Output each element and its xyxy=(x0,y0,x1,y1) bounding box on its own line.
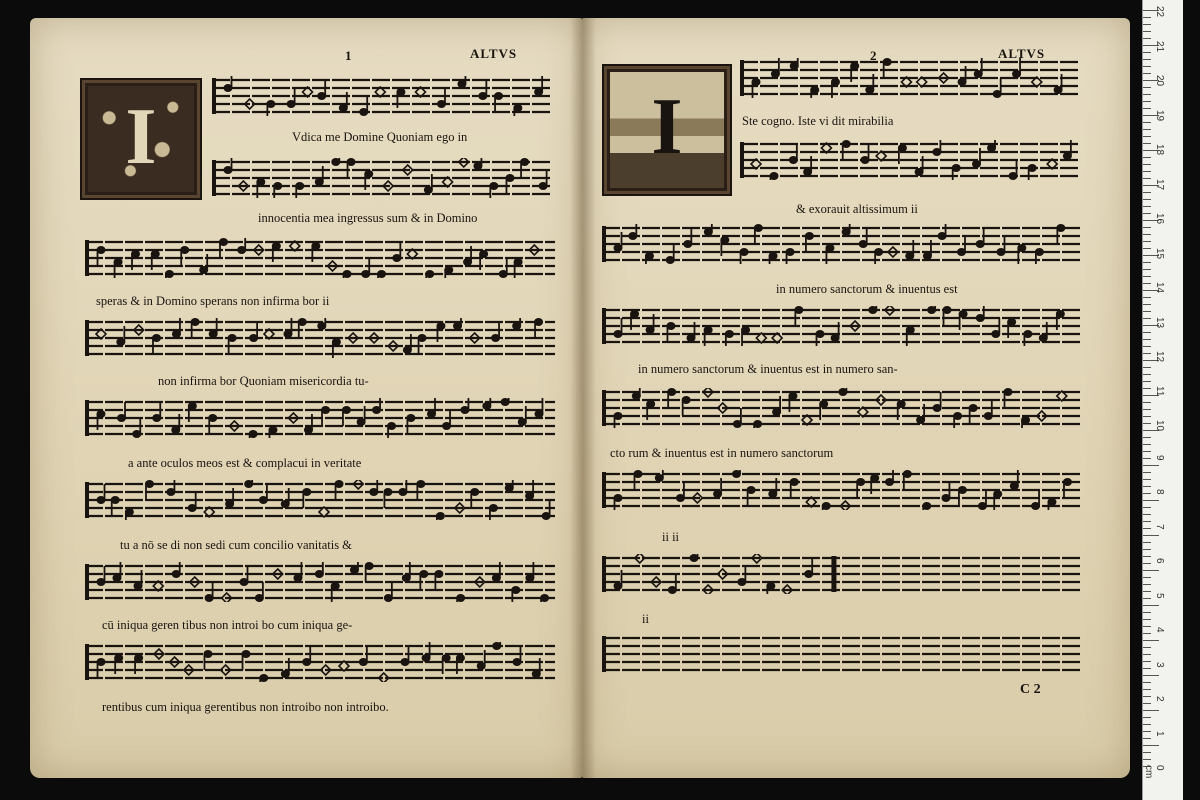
ruler-tick xyxy=(1143,402,1151,403)
ruler-tick xyxy=(1143,52,1151,53)
lyric-line: tu a nō se di non sedi cum concilio vanitatis & xyxy=(120,538,352,552)
ruler-tick xyxy=(1143,696,1151,697)
ruler-tick xyxy=(1143,633,1151,634)
ruler-tick xyxy=(1143,710,1159,711)
lyric-line: in numero sanctorum & inuentus est in numero san- xyxy=(638,362,898,376)
decorated-initial xyxy=(602,64,732,196)
ruler-tick xyxy=(1143,388,1151,389)
initial-letter: I xyxy=(651,83,683,172)
ruler-tick xyxy=(1143,318,1151,319)
ruler-tick xyxy=(1143,661,1151,662)
ruler-tick xyxy=(1143,262,1151,263)
ruler-tick xyxy=(1143,73,1151,74)
ruler-tick xyxy=(1143,108,1151,109)
ruler-tick xyxy=(1143,136,1151,137)
ruler-tick xyxy=(1143,549,1151,550)
ruler-tick xyxy=(1143,486,1151,487)
ruler-tick xyxy=(1143,199,1151,200)
ruler-tick xyxy=(1143,605,1159,606)
ruler-number: 13 xyxy=(1154,316,1165,328)
ruler-tick xyxy=(1143,213,1151,214)
lyric-line: speras & in Domino sperans non infirma bor ii xyxy=(96,294,330,308)
ruler-tick xyxy=(1143,437,1151,438)
music-staff xyxy=(85,562,555,602)
ruler-tick xyxy=(1143,542,1151,543)
page-number: 1 xyxy=(345,48,352,63)
ruler-number: 7 xyxy=(1154,523,1165,530)
music-staff xyxy=(85,238,555,278)
ruler-tick xyxy=(1143,458,1151,459)
ruler-tick xyxy=(1143,514,1151,515)
ruler-tick xyxy=(1143,675,1159,676)
ruler-number: 0 cm xyxy=(1143,765,1165,779)
music-staff xyxy=(85,480,555,520)
ruler-tick xyxy=(1143,752,1151,753)
ruler-tick xyxy=(1143,493,1151,494)
ruler-tick xyxy=(1143,87,1151,88)
ruler-tick xyxy=(1143,528,1151,529)
ruler-tick xyxy=(1143,500,1159,501)
ruler-tick xyxy=(1143,346,1151,347)
lyric-line: ii xyxy=(642,612,649,626)
music-staff xyxy=(602,224,1080,264)
ruler-tick xyxy=(1143,591,1151,592)
ruler-tick xyxy=(1143,507,1151,508)
ruler-tick xyxy=(1143,521,1151,522)
ruler-tick xyxy=(1143,724,1151,725)
ruler-number: 20 xyxy=(1154,75,1165,87)
ruler-tick xyxy=(1143,556,1151,557)
ruler-tick xyxy=(1143,626,1151,627)
ruler-number: 6 xyxy=(1154,558,1165,564)
ruler-tick xyxy=(1143,276,1151,277)
ruler-number: 3 xyxy=(1154,661,1165,668)
ruler-tick xyxy=(1143,269,1151,270)
music-staff xyxy=(602,388,1080,428)
lyric-line: in numero sanctorum & inuentus est xyxy=(776,282,958,296)
music-staff xyxy=(85,642,555,682)
ruler-tick xyxy=(1143,59,1151,60)
music-staff xyxy=(740,58,1080,98)
ruler-tick xyxy=(1143,164,1151,165)
ruler-tick xyxy=(1143,738,1151,739)
ruler-tick xyxy=(1143,101,1151,102)
lyric-line: innocentia mea ingressus sum & in Domino xyxy=(258,211,478,225)
ruler-tick xyxy=(1143,178,1151,179)
ruler-number: 17 xyxy=(1154,178,1165,190)
ruler-tick xyxy=(1143,682,1151,683)
lyric-line: Ste cogno. Iste vi dit mirabilia xyxy=(742,114,894,128)
ruler-tick xyxy=(1143,192,1151,193)
ruler-tick xyxy=(1143,353,1151,354)
ruler-tick xyxy=(1143,577,1151,578)
signature-mark: C 2 xyxy=(1020,682,1041,697)
ruler-tick xyxy=(1143,759,1151,760)
ruler-number: 15 xyxy=(1154,247,1165,259)
ruler-tick xyxy=(1143,472,1151,473)
ruler-tick xyxy=(1143,535,1159,536)
music-staff xyxy=(212,76,552,116)
ruler-tick xyxy=(1143,598,1151,599)
decorated-initial xyxy=(80,78,202,200)
ruler-tick xyxy=(1143,171,1151,172)
ruler-tick xyxy=(1143,374,1151,375)
ruler-tick xyxy=(1143,66,1151,67)
ruler-number: 12 xyxy=(1154,351,1165,363)
ruler-number: 10 xyxy=(1154,420,1165,432)
lyric-line: a ante oculos meos est & complacui in veritate xyxy=(128,456,362,470)
ruler-number: 8 xyxy=(1154,489,1165,495)
music-staff xyxy=(602,470,1080,510)
ruler-tick xyxy=(1143,640,1159,641)
ruler-tick xyxy=(1143,227,1151,228)
ruler-tick xyxy=(1143,570,1159,571)
ruler-tick xyxy=(1143,647,1151,648)
ruler-tick xyxy=(1143,157,1151,158)
ruler-tick xyxy=(1143,143,1151,144)
ruler-number: 19 xyxy=(1154,109,1165,121)
lyric-line: cto rum & inuentus est in numero sanctorum xyxy=(610,446,834,460)
ruler-tick xyxy=(1143,206,1151,207)
ruler-tick xyxy=(1143,465,1159,466)
ruler-tick xyxy=(1143,612,1151,613)
part-label: ALTVS xyxy=(470,46,518,61)
ruler-tick xyxy=(1143,311,1151,312)
ruler-tick xyxy=(1143,283,1151,284)
measuring-ruler xyxy=(1142,0,1183,800)
ruler-tick xyxy=(1143,248,1151,249)
ruler-tick xyxy=(1143,717,1151,718)
ruler-tick xyxy=(1143,17,1151,18)
open-book xyxy=(30,18,1130,780)
right-page xyxy=(582,18,1130,778)
ruler-tick xyxy=(1143,451,1151,452)
ruler-number: 16 xyxy=(1154,213,1165,225)
ruler-tick xyxy=(1143,731,1151,732)
ruler-tick xyxy=(1143,304,1151,305)
ruler-tick xyxy=(1143,241,1151,242)
ruler-tick xyxy=(1143,409,1151,410)
ruler-number: 5 xyxy=(1154,592,1165,599)
ruler-number: 2 xyxy=(1154,696,1165,702)
left-page xyxy=(30,18,582,778)
ruler-number: 4 xyxy=(1154,627,1165,633)
music-staff xyxy=(85,398,555,438)
ruler-number: 9 xyxy=(1154,454,1165,461)
part-label: ALTVS xyxy=(998,46,1046,61)
lyric-line: ii ii xyxy=(662,530,680,544)
ruler-tick xyxy=(1143,122,1151,123)
ruler-tick xyxy=(1143,689,1151,690)
ruler-number: 18 xyxy=(1154,144,1165,156)
ruler-tick xyxy=(1143,38,1151,39)
ruler-tick xyxy=(1143,94,1151,95)
ruler-number: 21 xyxy=(1154,40,1165,52)
ruler-tick xyxy=(1143,745,1159,746)
ruler-tick xyxy=(1143,654,1151,655)
ruler-tick xyxy=(1143,444,1151,445)
ruler-tick xyxy=(1143,332,1151,333)
ruler-tick xyxy=(1143,479,1151,480)
music-staff xyxy=(212,158,552,198)
music-staff xyxy=(85,318,555,358)
initial-letter: I xyxy=(125,92,157,181)
ruler-tick xyxy=(1143,381,1151,382)
ruler-tick xyxy=(1143,668,1151,669)
ruler-tick xyxy=(1143,24,1151,25)
empty-staff xyxy=(602,634,1080,674)
music-staff xyxy=(740,140,1080,180)
ruler-tick xyxy=(1143,619,1151,620)
ruler-tick xyxy=(1143,31,1151,32)
ruler-tick xyxy=(1143,367,1151,368)
ruler-number: 14 xyxy=(1154,282,1165,294)
ruler-tick xyxy=(1143,423,1151,424)
ruler-tick xyxy=(1143,416,1151,417)
ruler-number: 22 xyxy=(1154,6,1165,18)
page-number: 2 xyxy=(870,48,877,63)
ruler-tick xyxy=(1143,584,1151,585)
music-staff xyxy=(602,306,1080,346)
ruler-tick xyxy=(1143,563,1151,564)
lyric-line: & exorauit altissimum ii xyxy=(796,202,918,216)
ruler-tick xyxy=(1143,234,1151,235)
ruler-tick xyxy=(1143,703,1151,704)
ruler-number: 1 xyxy=(1154,730,1165,737)
ruler-tick xyxy=(1143,129,1151,130)
lyric-line: non infirma bor Quoniam misericordia tu- xyxy=(158,374,369,388)
ruler-tick xyxy=(1143,339,1151,340)
music-staff xyxy=(602,554,1080,594)
ruler-number: 11 xyxy=(1154,385,1165,396)
lyric-line: cū iniqua geren tibus non introi bo cum iniqua ge- xyxy=(102,618,353,632)
lyric-line: Vdica me Domine Quoniam ego in xyxy=(292,130,468,144)
ruler-tick xyxy=(1143,297,1151,298)
lyric-line: rentibus cum iniqua gerentibus non introibo non introibo. xyxy=(102,700,389,714)
